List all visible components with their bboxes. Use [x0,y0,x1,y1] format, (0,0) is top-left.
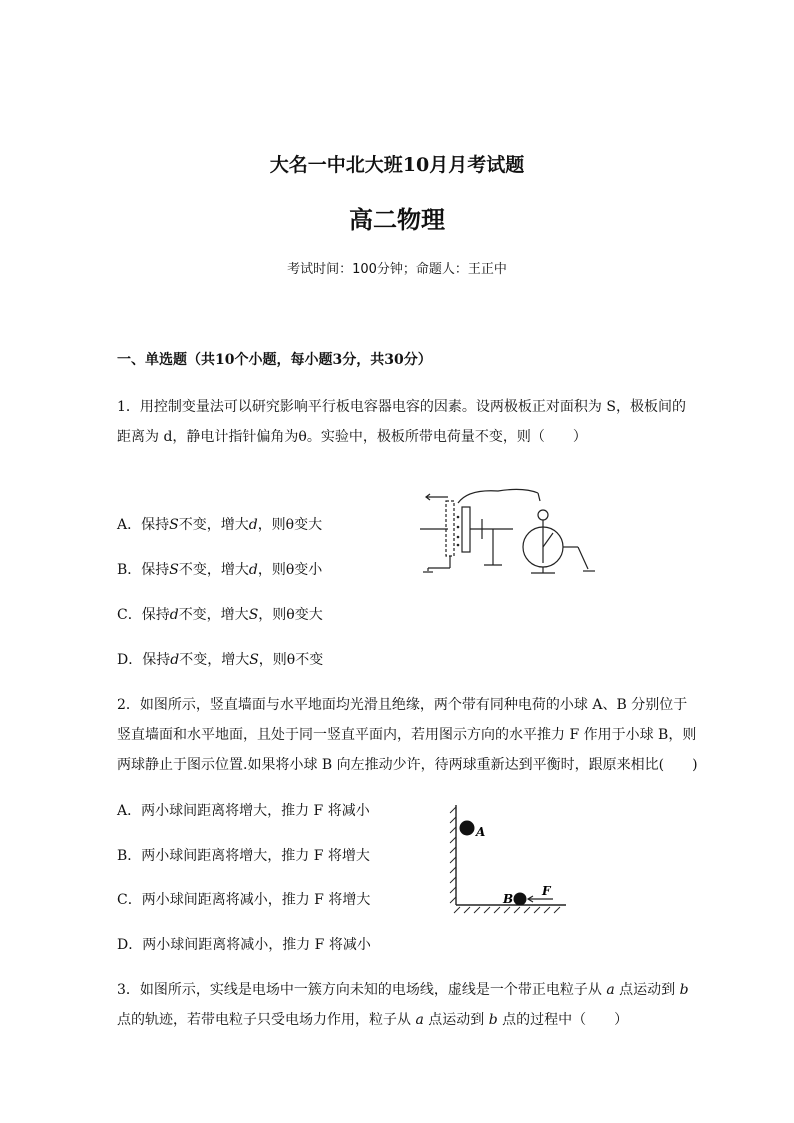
capacitor-electroscope-figure [418,483,603,578]
q2-option-b: B．两小球间距离将增大，推力 F 将增大 [117,848,370,864]
q2-option-d: D．两小球间距离将减小，推力 F 将减小 [117,937,371,953]
q2-line-3: 两球静止于图示位置.如果将小球 B 向左推动少许，待两球重新达到平衡时，跟原来相比( ) [117,757,698,773]
exam-title: 大名一中北大班10月月考试题 [269,154,525,176]
q3-line-1: 3．如图所示，实线是电场中一簇方向未知的电场线，虚线是一个带正电粒子从 a 点运动到 b [117,982,689,998]
label-b: B [503,892,514,906]
q1-line-1: 1．用控制变量法可以研究影响平行板电容器电容的因素。设两极板正对面积为 S，极板间的 [117,399,686,415]
wall-balls-figure [448,803,570,918]
q1-option-b: B．保持S不变，增大d，则θ变小 [117,562,323,578]
q2-line-2: 竖直墙面和水平地面，且处于同一竖直平面内，若用图示方向的水平推力 F 作用于小球 B，则 [117,727,697,743]
q1-option-c: C．保持d不变，增大S，则θ变大 [117,607,323,623]
q1-option-d: D．保持d不变，增大S，则θ不变 [117,652,324,668]
q3-line-2: 点的轨迹，若带电粒子只受电场力作用，粒子从 a 点运动到 b 点的过程中（ ） [117,1012,629,1028]
exam-subtitle: 高二物理 [349,205,445,234]
exam-info: 考试时间：100分钟；命题人：王正中 [287,262,507,277]
q2-line-1: 2．如图所示，竖直墙面与水平地面均光滑且绝缘，两个带有同种电荷的小球 A、B 分别位于 [117,697,688,713]
q1-option-a: A．保持S不变，增大d，则θ变大 [117,517,323,533]
q2-option-c: C．两小球间距离将减小，推力 F 将增大 [117,892,371,908]
label-f: F [542,884,551,898]
q1-line-2: 距离为 d，静电计指针偏角为θ。实验中，极板所带电荷量不变，则（ ） [117,429,587,445]
section-heading: 一、单选题（共10个小题，每小题3分，共30分） [117,352,432,368]
label-a: A [476,825,486,839]
q2-option-a: A．两小球间距离将增大，推力 F 将减小 [117,803,370,819]
